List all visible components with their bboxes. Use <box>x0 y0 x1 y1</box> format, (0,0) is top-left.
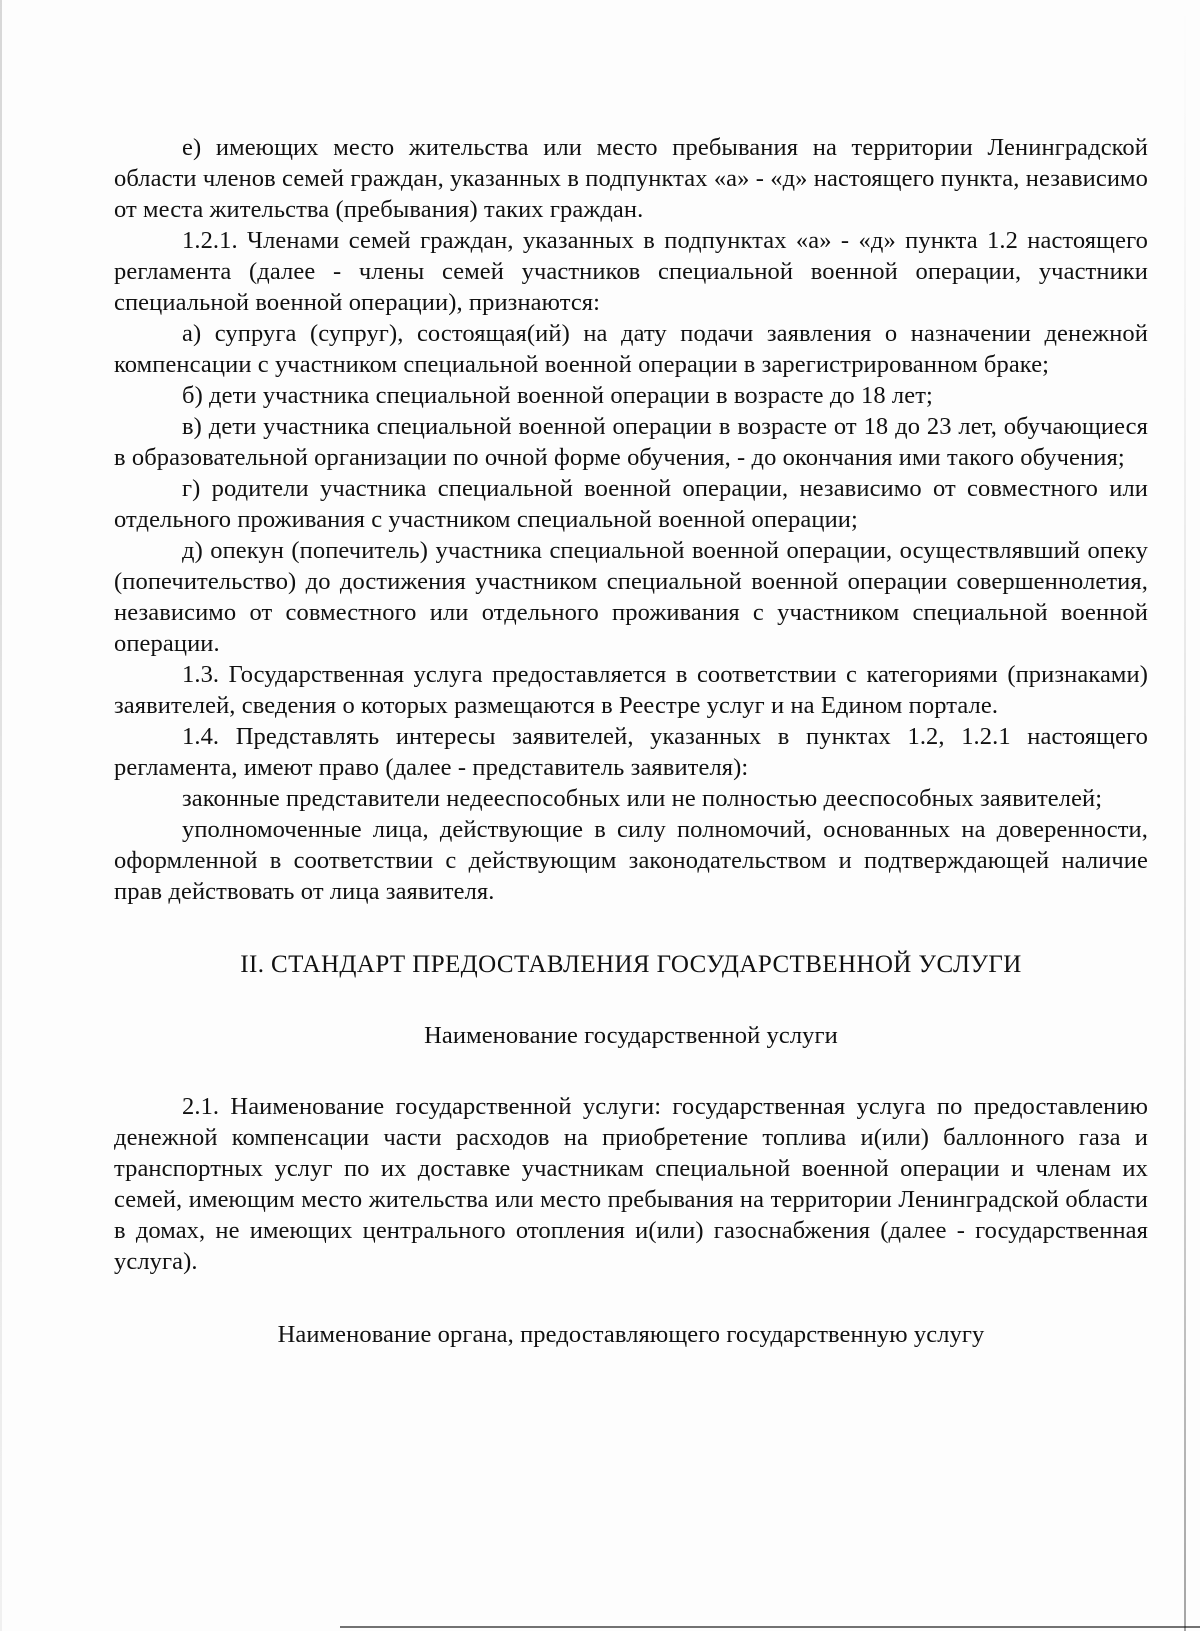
paragraph-b-children: б) дети участника специальной военной операции в возрасте до 18 лет; <box>182 382 933 409</box>
paragraph-2-1: 2.1. Наименование государственной услуги: государственная услуга по предоставлению денежной компенсации части расходов на приобретение топлива и(или) баллонного газа и транспортных услуг по их доставке участникам специальной военной операции и членам их семей, имеющим место жительства или место пребывания на территории Ленинградской области в домах, не имеющих центрального отопления и(или) газоснабжения (далее - государственная услуга). <box>114 1093 1148 1275</box>
paragraph-e-members-residence: е) имеющих место жительства или место пребывания на территории Ленинградской области членов семей граждан, указанных в подпунктах «а» - «д» настоящего пункта, независимо от места жительства (пребывания) таких граждан. <box>114 134 1148 223</box>
section-title: II. СТАНДАРТ ПРЕДОСТАВЛЕНИЯ ГОСУДАРСТВЕННОЙ УСЛУГИ <box>240 951 1022 978</box>
paragraph-authorized-persons: уполномоченные лица, действующие в силу полномочий, основанных на доверенности, оформленной в соответствии с действующим законодательством и подтверждающей наличие прав действовать от лица заявителя. <box>114 816 1148 905</box>
paragraph-d-guardian: д) опекун (попечитель) участника специальной военной операции, осуществлявший опеку (попечительство) до достижения участником специальной военной операции совершеннолетия, независимо от совместного или отдельного проживания с участником специальной военной операции. <box>114 537 1148 657</box>
paragraph-a-spouse: а) супруга (супруг), состоящая(ий) на дату подачи заявления о назначении денежной компенсации с участником специальной военной операции в зарегистрированном браке; <box>114 320 1148 378</box>
scan-edge-right <box>1184 0 1186 1631</box>
paragraph-g-parents: г) родители участника специальной военной операции, независимо от совместного или отдельного проживания с участником специальной военной операции; <box>114 475 1148 533</box>
subheading-service-name: Наименование государственной услуги <box>424 1022 838 1049</box>
scan-edge-bottom <box>340 1626 1200 1628</box>
scan-edge-left <box>0 0 2 1631</box>
subheading-authority-name: Наименование органа, предоставляющего государственную услугу <box>277 1321 985 1348</box>
paragraph-legal-representatives: законные представители недееспособных или не полностью дееспособных заявителей; <box>182 785 1103 812</box>
paragraph-1-3: 1.3. Государственная услуга предоставляется в соответствии с категориями (признаками) заявителей, сведения о которых размещаются в Реестре услуг и на Едином портале. <box>114 661 1148 719</box>
paragraph-1-2-1: 1.2.1. Членами семей граждан, указанных в подпунктах «а» - «д» пункта 1.2 настоящего регламента (далее - члены семей участников специальной военной операции, участники специальной военной операции), признаются: <box>114 227 1148 316</box>
document-body <box>114 132 1148 1350</box>
paragraph-1-4: 1.4. Представлять интересы заявителей, указанных в пунктах 1.2, 1.2.1 настоящего регламента, имеют право (далее - представитель заявителя): <box>114 723 1148 781</box>
paragraph-v-children-students: в) дети участника специальной военной операции в возрасте от 18 до 23 лет, обучающиеся в образовательной организации по очной форме обучения, - до окончания ими такого обучения; <box>114 413 1148 471</box>
